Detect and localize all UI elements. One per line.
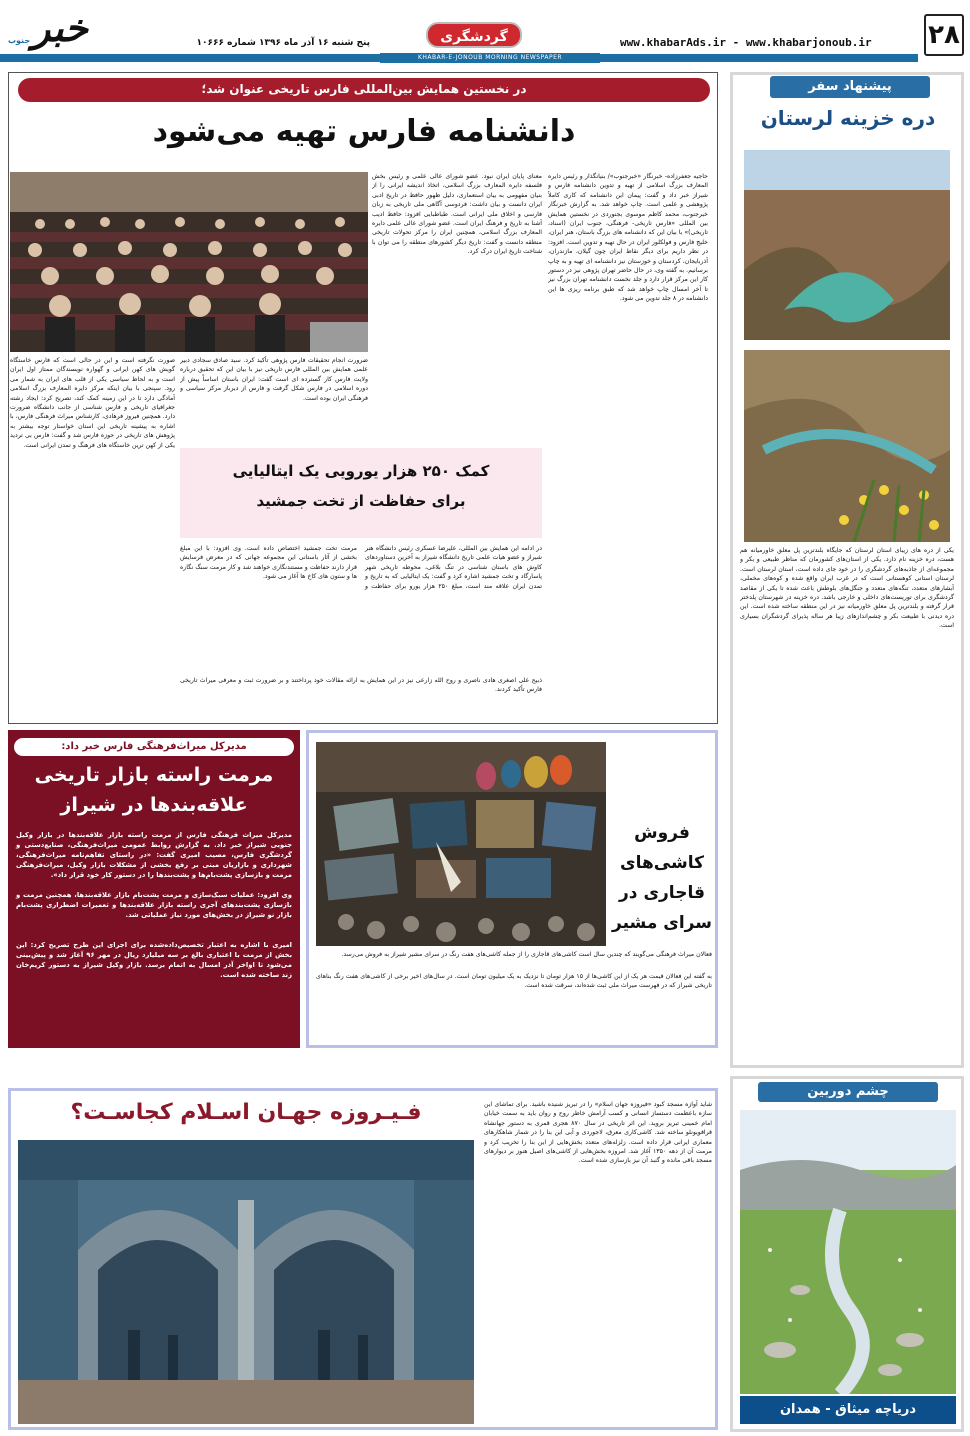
- section-tab[interactable]: گردشگری: [426, 22, 522, 48]
- tiles-photo: [316, 742, 606, 946]
- conference-photo: [10, 172, 368, 352]
- main-column-1: حاجیه جعفرزاده- خبرنگار «خبرجنوب»/ بنیانگذار و رئیس دایره المعارف بزرگ اسلامی از تهیه و تدوین دانشنامه فارس و شیراز خبر داد و گفت: پیمان این دانشنامه که کاری کاملاً پژوهشی و علمی است. چاپ خواهد شد. به گزارش خبرنگار خبرجنوب، محمد کاظم موسوی بجنوردی در نخستین همایش بین المللی «فارس تاریخی- فرهنگی، جنوب ایران (اسناد، تاریخی)» با بیان این که دانشنامه های بزرگ باستان، هنر ایران، خلیج فارس و فولکلور ایران در حال تهیه و تدوین است. افزود: در نظر داریم برای دیگر نقاط ایران چون گیلان، مازندران، آذربایجان، کردستان و خوزستان نیز دانشنامه ای تهیه و به چاپ برسانیم. به گفته وی، در حال حاضر تهران پژوهی نیز در دستور کار این مرکز قرار دارد و جلد نخست دانشنامه تهران بزرگ نیز تا آخر امسال چاپ خواهد شد که طبق برنامه ریزی ها این دانشنامه در ۸ جلد تدوین می شود.: [548, 173, 708, 303]
- sidebar-body: یکی از دره های زیبای استان لرستان که جایگاه بلندترین پل معلق خاورمیانه هم هست، دره خزینه نام دارد. یکی از استان‌های کشورمان که مناظر طبیعی و بکر و مجموعه‌ای از جاذبه‌های گردشگری را در خود جای داده است، استان لرستان است. لرستان استانی کوهستانی است که در غرب ایران واقع شده و کوه‌های مخملی، آبشارهای متعدد، تنگه‌های متعدد و جنگل‌های بلوطش باعث شده تا یکی از مقاصد گردشگری برای توریست‌های داخلی و خارجی باشد. دره خزینه در شهرستان پلدختر قرار گرفته و بلندترین پل معلق خاورمیانه نیز در این منطقه ساخته شده است. این دره دیدنی با طبیعت بکر و چشم‌اندازهای زیبا هر ساله پذیرای گردشگران بسیاری است.: [740, 547, 954, 630]
- website-urls[interactable]: www.khabarAds.ir - www.khabarjonoub.ir: [620, 36, 872, 49]
- bazaar-title-line1: مرمت راسته بازار تاریخی: [34, 764, 274, 786]
- lorestan-photo: [744, 150, 950, 542]
- sidebar-label: پیشنهاد سفر: [770, 76, 930, 98]
- bazaar-article: [8, 730, 300, 1048]
- italian-title-line2: برای حفاظت از تخت جمشید: [256, 492, 466, 510]
- main-column-2: معنای پایان ایران نبود. عضو شورای عالی علمی و رئیس بخش فلسفه دایره المعارف بزرگ اسلامی، اتخاذ اندیشه ایرانی را از بنیان مفهومی به بیان استعماری، دلیل ظهور حافظ در تاریخ ادبی ایران دانست و بیان داشت: فردوسی آگاهی ملی تاریخی به زبان فارسی و اخلاق ملی ایرانی است. طباطبایی افزود: حافظ ادیب آشنا به تاریخ و فرهنگ ایران است. عضو شورای عالی علمی دایره المعارف بزرگ اسلامی، همچنین ایران را مرکز تحولات تاریخی منطقه دانست و گفت: تاریخ دیگر کشورهای منطقه را می توان با شناخت تاریخ ایران درک کرد.: [372, 173, 542, 256]
- date-line: پنج شنبه ۱۶ آذر ماه ۱۳۹۶ شماره ۱۰۶۶۶: [196, 38, 370, 48]
- tiles-title: فروش کاشی‌های قاجاری در سرای مشیر: [612, 823, 712, 933]
- main-column-3: صورت نگرفته است و این در حالی است که فارس خاستگاه گویش های کهن ایرانی و گهواره نویسندگان ممتاز اول ایران است و به لحاظ سیاسی یکی از قلب های ایران به شمار می رود. سپنجی با بیان اینکه مرکز دایره المعارف بزرگ اسلامی آمادگی دارد تا در این زمینه کمک کند، تصریح کرد: ایجاد رشته جغرافیای تاریخی و فارس شناسی از جانب دانشگاه ضرورت دارد. همچنین فیروز فرهادی، کارشناس میراث فرهنگی فارس، با اشاره به پیشینه تاریخی این استان خواستار توجه بیشتر به پژوهش های تاریخی در حوزه فارس شد و گفت: فارس بی تردید یکی از کهن ترین خاستگاه های فرهنگ و تمدن ایرانی است.: [10, 357, 175, 449]
- page-number: ۲۸: [924, 14, 964, 56]
- photo-of-day-label: چشم دوربین: [758, 1082, 938, 1102]
- logo-subtext: جنوب: [8, 36, 31, 45]
- miyaq-lake-title: دریاچه میثاق - همدان: [740, 1396, 956, 1424]
- tiles-caption: فعالان میراث فرهنگی می‌گویند که چندین سال است کاشی‌های قاجاری را از جمله کاشی‌های هفت رنگ در سرای مشیر شیراز به فروش می‌رسد.: [341, 951, 712, 958]
- bazaar-title-line2: علاقه‌بندها در شیراز: [60, 794, 248, 816]
- main-title: دانشنامه فارس تهیه می‌شود: [152, 114, 576, 149]
- tiles-body: به گفته این فعالان قیمت هر یک از این کاشی‌ها از ۱۵ هزار تومان تا نزدیک به یک میلیون تومان است. در سال‌های اخیر برخی از کاشی‌های هفت رنگ بناهای تاریخی شیراز که در فهرست میراث ملی ثبت شده‌اند، سرقت شده است.: [316, 973, 712, 990]
- main-column-4: ضرورت انجام تحقیقات فارس پژوهی تأکید کرد. سید صادق سجادی دبیر علمی همایش بین المللی فارس تاریخی نیز با بیان این که تحقیق درباره ولایت فارس کار گسترده ای است گفت: ایران باستان اساساً پیش از دوره اسلامی در فارس شکل گرفت و فارس از دیرباز مرکز سیاسی و فرهنگی ایران بوده است.: [180, 357, 368, 402]
- bazaar-body-1: مدیرکل میراث فرهنگی فارس از مرمت راسته بازار علاقه‌بندها در بازار وکیل جنوبی شیراز خبر داد. به گزارش روابط عمومی میراث‌فرهنگی، صنایع‌دستی و گردشگری فارس، مصیب امیری گفت: «در راستای تفاهم‌نامه میراث‌فرهنگی، شهرداری و بازاریان مبنی بر رفع بخشی از مشکلات بازار وکیل، میراث‌فرهنگی مرمت و بازسازی پشت‌بام‌ها و پشت‌بندها را در دستور کار خود قرار داد».: [16, 831, 292, 879]
- main-kicker: در نخستین همایش بین‌المللی فارس تاریخی عنوان شد؛: [18, 78, 710, 102]
- mosque-body: شاید آوازه مسجد کبود «فیروزه جهان اسلام» را در تبریز شنیده باشید. برای تماشای این سازه باعظمت دستساز انسانی و کسب آرامش خاطر روح و روان باید به سمت خیابان امام خمینی تبریز بروید. این اثر تاریخی در سال ۸۷۰ هجری قمری به دستور جهانشاه قراقویونلو ساخته شد. کاشی‌کاری معرق، لاجوردی و آبی این بنا را در شمار شاهکارهای معماری ایرانی قرار داده است. زلزله‌های متعدد بخش‌هایی از این بنا را تخریب کرد و مرمت آن از دهه ۱۳۵۰ آغاز شد. امروزه بخش‌هایی از کاشی‌های اصیل هنوز بر دیوارهای مسجد باقی مانده و گنبد آن نیز بازسازی شده است.: [484, 1101, 712, 1165]
- miyaq-lake-photo: [740, 1110, 956, 1394]
- newspaper-logo: [8, 5, 112, 54]
- mosque-title: فـیـروزه جهـان اسـلام کجاسـت؟: [70, 1100, 422, 1125]
- italian-title-box: [180, 448, 542, 538]
- bazaar-body-2: وی افزود: عملیات سبک‌سازی و مرمت پشت‌بام بازار علاقه‌بندها، همچنین مرمت و بازسازی پشت‌بندهای آجری راسته بازار علاقه‌بندها و تعمیرات اضطراری پشت‌بام بازار نو شیراز در بخش‌های مورد نیاز عملیاتی شد.: [16, 891, 292, 919]
- sidebar-title: دره خزینه لرستان: [760, 106, 936, 130]
- newspaper-english-name: KHABAR-E-JONOUB MORNING NEWSPAPER: [380, 53, 600, 63]
- italian-body: در ادامه این همایش بین المللی، علیرضا عسکری رئیس دانشگاه هنر شیراز و عضو هیات علمی تاریخ دانشگاه شیراز به آخرین دستاوردهای کاوش های باستان شناسی در تنگ بلاغی، محوطه تاریخی شهر پاسارگاد و تخت جمشید اشاره کرد و گفت: یک ایتالیایی که به تاریخ و تمدن ایران علاقه مند است، مبلغ ۲۵۰ هزار یورو برای حفاظت و مرمت تخت جمشید اختصاص داده است. وی افزود: با این مبلغ بخشی از آثار باستانی این مجموعه جهانی که در معرض فرسایش قرار دارند حفاظت و مستندنگاری خواهند شد و کار مرمت سنگ نگاره ها و ستون های کاخ ها آغاز می شود.: [180, 545, 542, 590]
- logo-text: خبر: [32, 5, 88, 50]
- italian-tail: ذبیح علی اصغری هادی ناصری و روح الله زارعی نیز در این همایش به ارائه مقالات خود پرداختند و بر ضرورت ثبت و معرفی میراث تاریخی فارس تأکید کردند.: [180, 677, 542, 694]
- italian-title-line1: کمک ۲۵۰ هزار یورویی یک ایتالیایی: [232, 462, 490, 480]
- mosque-photo: [18, 1140, 474, 1424]
- masthead: [0, 0, 970, 70]
- bazaar-body-3: امیری با اشاره به اعتبار تخصیص‌داده‌شده برای اجرای این طرح تصریح کرد: این بخش از مرمت با اعتباری بالغ بر سه میلیارد ریال در مهر ۹۶ آغاز شد و پیش‌بینی می‌شود تا اواخر آذر امسال به اتمام برسد. بازار وکیل شیراز به دستور کریم‌خان زند ساخته شده است.: [16, 941, 292, 979]
- bazaar-kicker: مدیرکل میراث‌فرهنگی فارس خبر داد:: [14, 738, 294, 756]
